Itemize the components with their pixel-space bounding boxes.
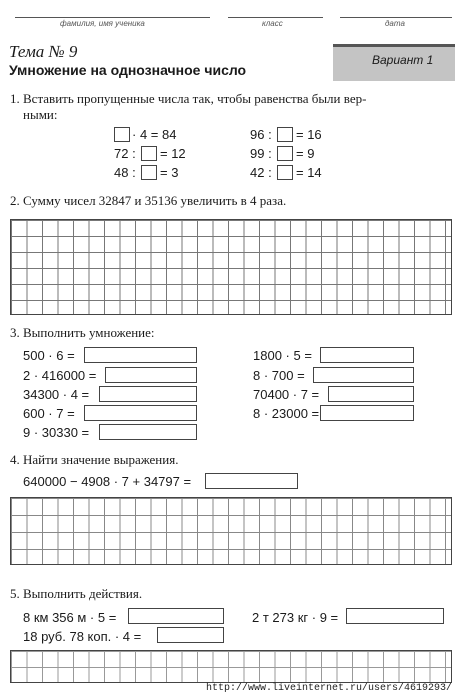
task5-answer-box[interactable] xyxy=(128,608,224,624)
task3-answer-box[interactable] xyxy=(105,367,197,383)
task1-eq: = 3 xyxy=(160,165,179,180)
task3-eq: 70400 · 7 = xyxy=(253,387,320,402)
task1-answer-box[interactable] xyxy=(114,127,130,142)
task3-answer-box[interactable] xyxy=(99,386,197,402)
task5-text: 5. Выполнить действия. xyxy=(10,586,143,601)
task3-answer-box[interactable] xyxy=(328,386,414,402)
task3-eq: 1800 · 5 = xyxy=(253,348,312,363)
task3-answer-box[interactable] xyxy=(320,405,414,421)
task3-eq: 9 · 30330 = xyxy=(23,425,90,440)
task1-answer-box[interactable] xyxy=(277,165,293,180)
task5-answer-box[interactable] xyxy=(157,627,224,643)
task3-eq: 8 · 23000 = xyxy=(253,406,320,421)
task4-answer-box[interactable] xyxy=(205,473,298,489)
task1-eq: 42 : xyxy=(250,165,272,180)
class-line xyxy=(228,17,323,18)
answer-grid[interactable] xyxy=(10,650,452,683)
task1-eq: · 4 = 84 xyxy=(132,127,177,142)
task3-eq: 2 · 416000 = xyxy=(23,368,97,383)
task3-answer-box[interactable] xyxy=(84,347,197,363)
task1-eq: 72 : xyxy=(114,146,136,161)
task4-expression: 640000 − 4908 · 7 + 34797 = xyxy=(23,474,192,489)
answer-grid[interactable] xyxy=(10,219,452,315)
footer-url[interactable]: http://www.liveinternet.ru/users/4619293/ xyxy=(206,683,453,694)
task1-eq: 48 : xyxy=(114,165,136,180)
task5-eq: 2 т 273 кг · 9 = xyxy=(252,610,339,625)
task1-answer-box[interactable] xyxy=(141,146,157,161)
task5-eq: 8 км 356 м · 5 = xyxy=(23,610,117,625)
task1-eq: = 12 xyxy=(160,146,186,161)
task3-eq: 600 · 7 = xyxy=(23,406,75,421)
task5-eq: 18 руб. 78 коп. · 4 = xyxy=(23,629,142,644)
task3-eq: 500 · 6 = xyxy=(23,348,75,363)
task1-eq: = 16 xyxy=(296,127,322,142)
task3-answer-box[interactable] xyxy=(320,347,414,363)
task3-text: 3. Выполнить умножение: xyxy=(10,325,155,340)
task3-eq: 8 · 700 = xyxy=(253,368,305,383)
task4-text: 4. Найти значение выражения. xyxy=(10,452,179,467)
task3-eq: 34300 · 4 = xyxy=(23,387,90,402)
task5-answer-box[interactable] xyxy=(346,608,444,624)
variant-label: Вариант 1 xyxy=(372,53,434,67)
answer-grid[interactable] xyxy=(10,497,452,565)
task1-text-cont: ными: xyxy=(23,107,58,122)
class-label: класс xyxy=(262,19,283,28)
task1-answer-box[interactable] xyxy=(277,127,293,142)
subject-title: Умножение на однозначное число xyxy=(9,62,247,78)
date-label: дата xyxy=(385,19,405,28)
task3-answer-box[interactable] xyxy=(84,405,197,421)
task1-eq: 96 : xyxy=(250,127,272,142)
task2-text: 2. Сумму чисел 32847 и 35136 увеличить в 4 раза. xyxy=(10,193,287,208)
topic-title: Тема № 9 xyxy=(9,42,78,61)
task3-answer-box[interactable] xyxy=(313,367,414,383)
task1-eq: = 9 xyxy=(296,146,315,161)
task1-eq: = 14 xyxy=(296,165,322,180)
task1-answer-box[interactable] xyxy=(141,165,157,180)
date-line xyxy=(340,17,452,18)
task1-eq: 99 : xyxy=(250,146,272,161)
student-name-label: фамилия, имя ученика xyxy=(60,19,145,28)
task3-answer-box[interactable] xyxy=(99,424,197,440)
student-name-line xyxy=(15,17,210,18)
task1-text: 1. Вставить пропущенные числа так, чтобы равенства были вер- xyxy=(10,91,367,106)
task1-answer-box[interactable] xyxy=(277,146,293,161)
